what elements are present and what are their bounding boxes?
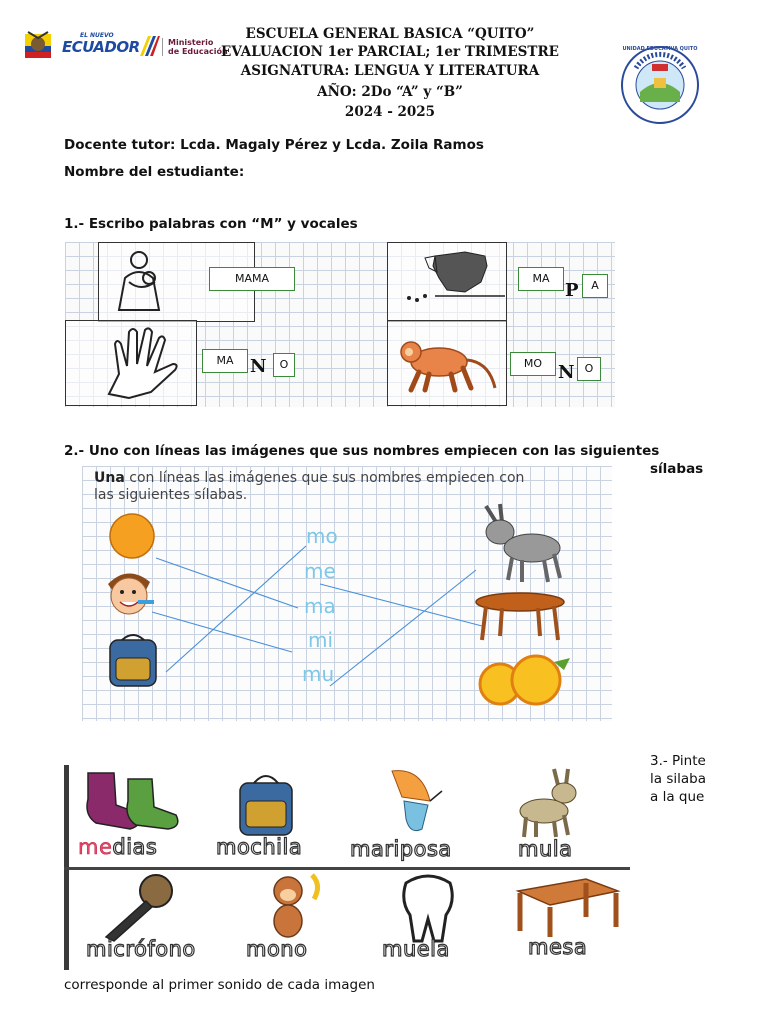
word-mula: [518, 837, 572, 861]
microphone-icon: [98, 871, 180, 943]
answer-box-ma-p[interactable]: MA: [518, 267, 564, 291]
logo-stripes-icon: [136, 34, 160, 58]
syllable-me: me: [304, 559, 336, 583]
word-mariposa: [350, 837, 452, 861]
logo-title: ECUADOR: [62, 38, 140, 56]
table-icon-2: [512, 877, 622, 939]
question-2-title-line1: 2.- Uno con líneas las imágenes que sus nombres empiecen con las siguientes: [64, 443, 660, 459]
word-microfono-rest[interactable]: micrófono: [86, 937, 196, 961]
butterfly-icon: [382, 767, 446, 839]
subject-title: ASIGNATURA: LENGUA Y LITERATURA: [240, 63, 540, 79]
question-3-title: [650, 752, 706, 806]
teacher-line: Docente tutor: Lcda. Magaly Pérez y Lcda. Zoila Ramos: [64, 137, 484, 153]
word-mochila: [216, 835, 302, 859]
mother-baby-icon: [111, 248, 171, 314]
tooth-icon: [398, 871, 458, 943]
socks-icon: [78, 769, 188, 833]
instruction-rest-2: las siguientes sílabas.: [94, 487, 248, 503]
answer-box-mo[interactable]: MO: [510, 352, 556, 376]
question-3-line-2: la silaba: [650, 771, 706, 787]
answer-box-o-1[interactable]: O: [273, 353, 295, 377]
syllable-mu: mu: [302, 662, 335, 686]
question-3-line-1: 3.- Pinte: [650, 753, 706, 769]
question-1-title: 1.- Escribo palabras con “M” y vocales: [64, 216, 358, 232]
word-microfono: [86, 937, 196, 961]
syllable-mi: mi: [308, 628, 334, 652]
monkey-icon-2: [260, 871, 326, 943]
q3-worksheet: [64, 765, 630, 970]
school-seal: [618, 44, 702, 126]
syllable-ma: ma: [304, 594, 336, 618]
school-year: AÑO: 2Do “A” y “B”: [317, 84, 463, 100]
q2-worksheet: [82, 466, 612, 721]
logo-subtitle: EL NUEVO: [80, 32, 114, 39]
word-mono: [246, 937, 307, 961]
word-mesa-rest[interactable]: mesa: [528, 935, 588, 959]
answer-box-o-2[interactable]: O: [577, 357, 601, 381]
word-medias-rest: dias: [112, 835, 158, 859]
word-mono-rest[interactable]: mono: [246, 937, 308, 961]
seal-text: UNIDAD EDUCATIVA QUITO: [622, 46, 698, 52]
answer-box-a[interactable]: A: [582, 274, 608, 298]
answer-box-mama[interactable]: MAMA: [209, 267, 295, 291]
worksheet-divider: [64, 867, 630, 870]
student-name-label: Nombre del estudiante:: [64, 164, 245, 180]
school-period: 2024 - 2025: [344, 104, 436, 120]
ministry-line1: Ministerio: [168, 38, 214, 47]
word-medias-highlight[interactable]: me: [78, 835, 113, 859]
school-name: ESCUELA GENERAL BASICA “QUITO”: [245, 26, 535, 42]
monkey-icon: [389, 332, 499, 394]
answer-box-ma-n[interactable]: MA: [202, 349, 248, 373]
word-muela: [382, 937, 450, 961]
backpack-icon-2: [230, 769, 302, 839]
instruction-una: Una: [94, 470, 125, 486]
letter-n: N: [250, 356, 267, 377]
word-mochila-rest[interactable]: mochila: [216, 835, 303, 859]
hand-icon: [89, 324, 185, 400]
letter-n-2: N: [558, 362, 575, 383]
ministry-line2: de Educación: [168, 47, 228, 56]
question-2-title-line2: sílabas: [650, 461, 704, 477]
syllable-mo: mo: [306, 524, 338, 548]
q1-worksheet: [65, 242, 615, 407]
letter-p: P: [565, 280, 579, 301]
ecuador-flag-emblem: [22, 28, 54, 62]
evaluation-title: EVALUACION 1er PARCIAL; 1er TRIMESTRE: [221, 44, 559, 60]
word-mula-rest[interactable]: mula: [518, 837, 573, 861]
word-mariposa-rest[interactable]: mariposa: [350, 837, 452, 861]
question-3-line-3: a la que: [650, 789, 705, 805]
word-muela-rest[interactable]: muela: [382, 937, 450, 961]
word-medias: [78, 835, 157, 859]
mule-icon: [512, 767, 592, 839]
instruction-rest-1: con líneas las imágenes que sus nombres empiecen con: [124, 470, 525, 486]
question-3-footer: corresponde al primer sonido de cada imagen: [64, 977, 375, 993]
ecuador-logo: [62, 32, 162, 62]
word-mesa: [528, 935, 587, 959]
map-icon: [395, 248, 505, 308]
matching-lines: [82, 466, 612, 721]
